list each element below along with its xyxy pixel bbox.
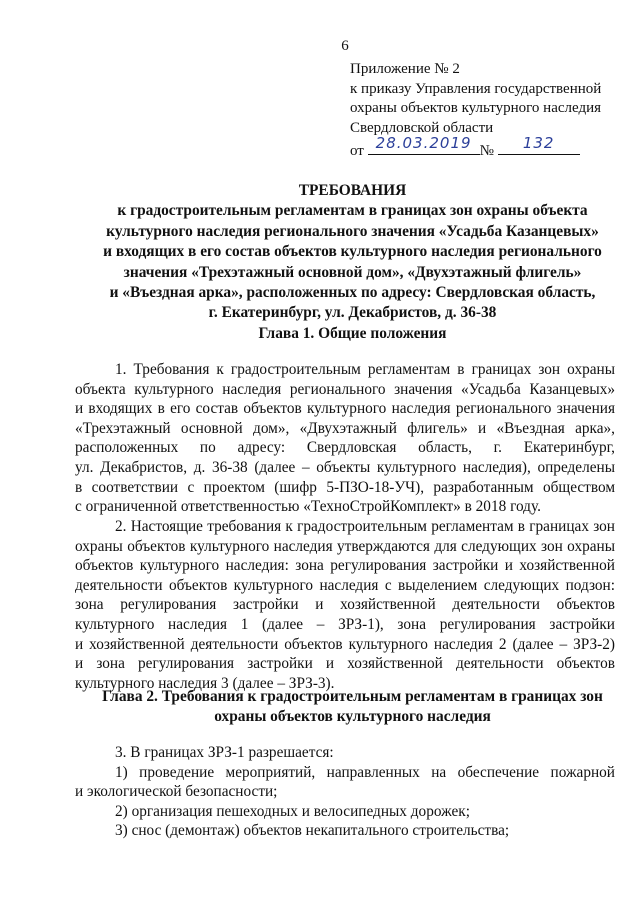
- paragraph-line: расположенных по адресу: Свердловская область, г. Екатеринбург,: [75, 439, 615, 457]
- number-label: №: [479, 143, 494, 160]
- paragraph-line: культурного наследия 3 (далее – ЗРЗ-3).: [75, 674, 335, 692]
- paragraph-line: 1. Требования к градостроительным регламентам в границах зон охраны: [115, 361, 615, 378]
- appendix-line-4: Свердловской области: [350, 119, 494, 136]
- number-field: [498, 133, 580, 155]
- from-label: от: [350, 143, 364, 160]
- paragraph-2: [75, 517, 615, 693]
- title-line: ТРЕБОВАНИЯ: [298, 182, 407, 199]
- title-line: значения «Трехэтажный основной дом», «Двухэтажный флигель»: [123, 263, 582, 281]
- title-line: и «Въездная арка», расположенных по адресу: Свердловская область,: [109, 284, 596, 302]
- paragraph-line: объектов культурного наследия: зона регулирования застройки и хозяйственной: [75, 557, 615, 575]
- paragraph-line: в соответствии с проектом (шифр 5-ПЗО-18-УЧ), разработанным обществом: [75, 478, 615, 496]
- paragraph-line: и хозяйственной деятельности объектов культурного наследия 2 (далее – ЗРЗ-2): [75, 635, 615, 653]
- appendix-line-2: к приказу Управления государственной: [350, 80, 602, 97]
- document-title: [60, 181, 640, 324]
- title-line: культурного наследия регионального значения «Усадьба Казанцевых»: [106, 222, 599, 240]
- appendix-line-1: Приложение № 2: [350, 61, 460, 77]
- date-field: [368, 133, 480, 155]
- paragraph-line: и зона регулирования застройки и хозяйственной деятельности объектов: [75, 655, 615, 673]
- paragraph-line: объекта культурного наследия регионального значения «Усадьба Казанцевых»: [75, 380, 615, 398]
- paragraph-1: [75, 360, 615, 517]
- handwritten-date: 28.03.2019: [375, 133, 472, 152]
- paragraph-line: охраны объектов культурного наследия утверждаются для следующих зон охраны: [75, 537, 615, 555]
- page-number: 6: [341, 38, 349, 54]
- paragraph-3: [75, 743, 615, 841]
- chapter-1-heading: Глава 1. Общие положения: [258, 325, 447, 342]
- paragraph-line: зона регулирования застройки и хозяйственной деятельности объектов: [75, 596, 615, 614]
- paragraph-line: и экологической безопасности;: [75, 783, 278, 801]
- chapter-2-heading-line: охраны объектов культурного наследия: [214, 707, 491, 725]
- appendix-line-3: охраны объектов культурного наследия: [350, 100, 602, 117]
- list-item: 3) снос (демонтаж) объектов некапитального строительства;: [115, 822, 510, 840]
- chapter-2-heading: [60, 687, 640, 726]
- paragraph-line: 3. В границах ЗРЗ-1 разрешается:: [115, 744, 334, 761]
- title-line: г. Екатеринбург, ул. Декабристов, д. 36-38: [208, 304, 497, 322]
- title-line: к градостроительным регламентам в границах зон охраны объекта: [117, 202, 588, 220]
- list-item: 2) организация пешеходных и велосипедных дорожек;: [115, 802, 470, 820]
- paragraph-line: культурного наследия 1 (далее – ЗРЗ-1), зона регулирования застройки: [75, 615, 615, 633]
- paragraph-line: деятельности объектов культурного наследия с выделением следующих подзон:: [75, 576, 615, 594]
- chapter-2-heading-line: Глава 2. Требования к градостроительным регламентам в границах зон: [102, 688, 603, 705]
- list-item: 1) проведение мероприятий, направленных на обеспечение пожарной: [115, 763, 615, 781]
- paragraph-line: и входящих в его состав объектов культурного наследия регионального значения: [75, 400, 615, 418]
- appendix-date-line: [350, 133, 601, 162]
- paragraph-line: «Трехэтажный основной дом», «Двухэтажный флигель» и «Въездная арка»,: [75, 419, 615, 437]
- title-line: и входящих в его состав объектов культурного наследия регионального: [103, 243, 602, 261]
- paragraph-line: ул. Декабристов, д. 36-38 (далее – объекты культурного наследия), определены: [75, 458, 615, 476]
- appendix-block: [350, 60, 601, 162]
- paragraph-line: с ограниченной ответственностью «ТехноСтройКомплект» в 2018 году.: [75, 498, 541, 516]
- handwritten-number: 132: [522, 133, 555, 152]
- paragraph-line: 2. Настоящие требования к градостроительным регламентам в границах зон: [115, 518, 615, 535]
